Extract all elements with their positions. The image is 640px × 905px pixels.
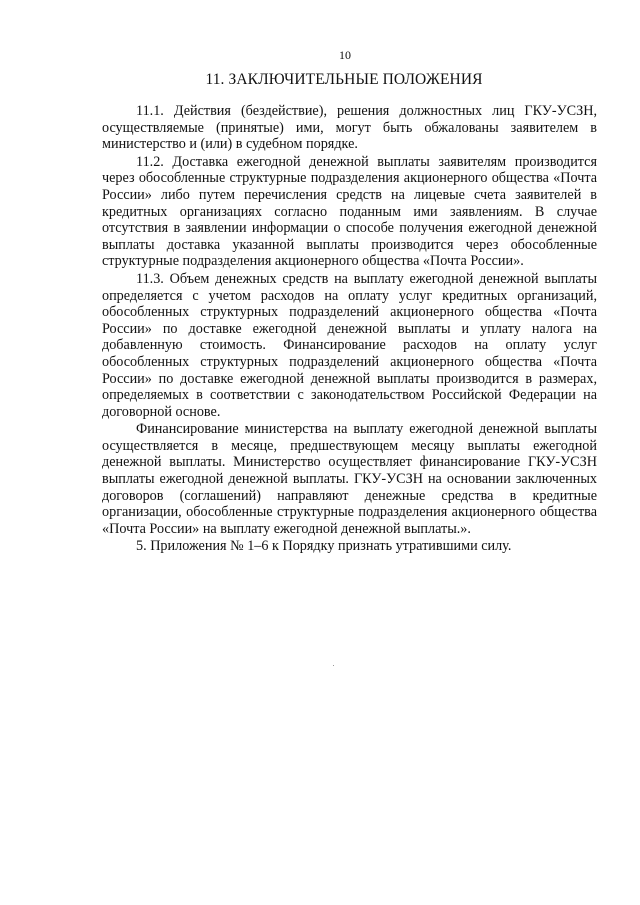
paragraph-11-2: 11.2. Доставка ежегодной денежной выплаты заявителям производится через обособленные структурные подразделения акционерного общества «Почта России» либо путем перечисления средств на лицевые счета заявителей в кредитных организациях согласно поданным ими заявлениям. В случае отсутствия в заявлении информации о способе получения ежегодной денежной выплаты доставка указанной выплаты производится через обособленные структурные подразделения акционерного общества «Почта России». xyxy=(102,153,597,270)
document-body xyxy=(102,103,597,556)
section-title: 11. ЗАКЛЮЧИТЕЛЬНЫЕ ПОЛОЖЕНИЯ xyxy=(205,71,483,88)
page-number: 10 xyxy=(339,48,351,62)
paragraph-11-1: 11.1. Действия (бездействие), решения должностных лиц ГКУ-УСЗН, осуществляемые (принятые) ими, могут быть обжалованы заявителем в министерство и (или) в судебном порядке. xyxy=(102,103,597,153)
paragraph-11-3: 11.3. Объем денежных средств на выплату ежегодной денежной выплаты определяется с учетом расходов на оплату услуг кредитных организаций, обособленных структурных подразделений акционерного общества «Почта России» по доставке ежегодной денежной выплаты и уплату налога на добавленную стоимость. Финансирование расходов на оплату услуг обособленных структурных подразделений акционерного общества «Почта России» по доставке ежегодной денежной выплаты производится в размерах, определяемых в соответствии с законодательством Российской Федерации на договорной основе. xyxy=(102,270,597,420)
paragraph-financing: Финансирование министерства на выплату ежегодной денежной выплаты осуществляется в месяце, предшествующем месяцу выплаты ежегодной денежной выплаты. Министерство осуществляет финансирование ГКУ-УСЗН выплаты ежегодной денежной выплаты. ГКУ-УСЗН на основании заключенных договоров (соглашений) направляют денежные средства в кредитные организации, обособленные структурные подразделения акционерного общества «Почта России» на выплату ежегодной денежной выплаты.». xyxy=(102,421,597,537)
scan-speck xyxy=(333,665,334,666)
paragraph-5: 5. Приложения № 1–6 к Порядку признать утратившими силу. xyxy=(136,538,512,555)
